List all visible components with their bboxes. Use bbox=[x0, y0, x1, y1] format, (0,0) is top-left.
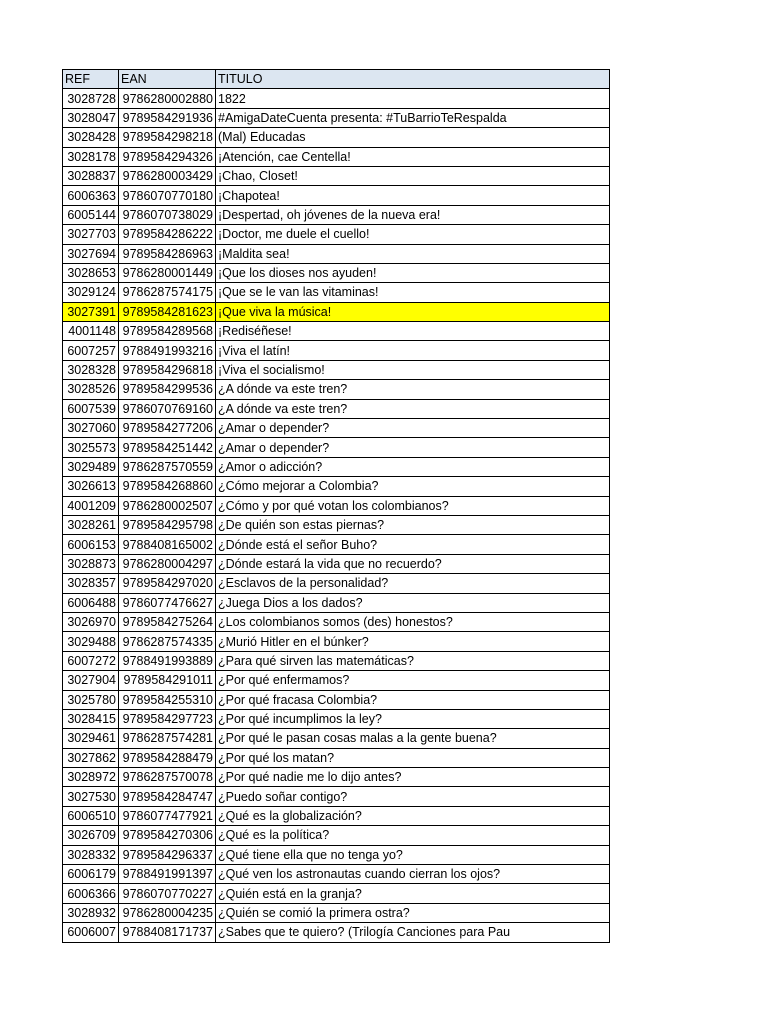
table-row bbox=[63, 554, 610, 573]
cell-ref[interactable]: 4001209 bbox=[63, 496, 119, 515]
cell-ean[interactable]: 9789584275264 bbox=[119, 612, 216, 631]
cell-titulo[interactable]: ¿A dónde va este tren? bbox=[216, 399, 610, 418]
header-row bbox=[63, 70, 610, 89]
cell-titulo[interactable]: ¿Por qué enfermamos? bbox=[216, 671, 610, 690]
cell-titulo[interactable]: ¡Atención, cae Centella! bbox=[216, 147, 610, 166]
table-row bbox=[63, 593, 610, 612]
table-body bbox=[63, 89, 610, 942]
cell-titulo[interactable]: ¿Puedo soñar contigo? bbox=[216, 787, 610, 806]
table-row bbox=[63, 806, 610, 825]
cell-ean[interactable]: 9789584299536 bbox=[119, 380, 216, 399]
cell-titulo[interactable]: ¡Que los dioses nos ayuden! bbox=[216, 263, 610, 282]
cell-ref[interactable]: 6007272 bbox=[63, 651, 119, 670]
table-row bbox=[63, 419, 610, 438]
cell-ean[interactable]: 9788491993889 bbox=[119, 651, 216, 670]
cell-titulo[interactable]: ¿Por qué incumplimos la ley? bbox=[216, 709, 610, 728]
cell-ref[interactable]: 3027703 bbox=[63, 225, 119, 244]
cell-ref[interactable]: 6006363 bbox=[63, 186, 119, 205]
table-row bbox=[63, 884, 610, 903]
cell-ean[interactable]: 9789584277206 bbox=[119, 419, 216, 438]
table-row bbox=[63, 89, 610, 108]
cell-ref[interactable]: 3029489 bbox=[63, 457, 119, 476]
cell-titulo[interactable]: ¡Maldita sea! bbox=[216, 244, 610, 263]
cell-ean[interactable]: 9789584286222 bbox=[119, 225, 216, 244]
cell-ref[interactable]: 6006488 bbox=[63, 593, 119, 612]
cell-ean[interactable]: 9789584295798 bbox=[119, 515, 216, 534]
cell-titulo[interactable]: 1822 bbox=[216, 89, 610, 108]
cell-titulo[interactable]: ¿A dónde va este tren? bbox=[216, 380, 610, 399]
table-row bbox=[63, 690, 610, 709]
cell-titulo[interactable]: ¿Amor o adicción? bbox=[216, 457, 610, 476]
cell-ref[interactable]: 3028178 bbox=[63, 147, 119, 166]
cell-titulo[interactable]: ¡Que se le van las vitaminas! bbox=[216, 283, 610, 302]
cell-titulo[interactable]: ¡Chapotea! bbox=[216, 186, 610, 205]
cell-ean[interactable]: 9789584251442 bbox=[119, 438, 216, 457]
cell-ean[interactable]: 9789584288479 bbox=[119, 748, 216, 767]
cell-ref[interactable]: 3026970 bbox=[63, 612, 119, 631]
cell-ean[interactable]: 9789584297723 bbox=[119, 709, 216, 728]
cell-titulo[interactable]: ¡Rediséñese! bbox=[216, 322, 610, 341]
cell-ean[interactable]: 9786070738029 bbox=[119, 205, 216, 224]
cell-titulo[interactable]: ¡Que viva la música! bbox=[216, 302, 610, 321]
cell-ref[interactable]: 3028932 bbox=[63, 903, 119, 922]
cell-ean[interactable]: 9789584291936 bbox=[119, 108, 216, 127]
cell-titulo[interactable]: (Mal) Educadas bbox=[216, 128, 610, 147]
cell-ref[interactable]: 3028261 bbox=[63, 515, 119, 534]
table-row bbox=[63, 283, 610, 302]
table-row bbox=[63, 845, 610, 864]
cell-titulo[interactable]: ¿Amar o depender? bbox=[216, 438, 610, 457]
table-row bbox=[63, 457, 610, 476]
cell-ref[interactable]: 3028972 bbox=[63, 768, 119, 787]
table-row bbox=[63, 632, 610, 651]
cell-ref[interactable]: 6006179 bbox=[63, 865, 119, 884]
cell-ref[interactable]: 3029461 bbox=[63, 729, 119, 748]
cell-ref[interactable]: 6007539 bbox=[63, 399, 119, 418]
cell-titulo[interactable]: ¿Dónde está el señor Buho? bbox=[216, 535, 610, 554]
table-row bbox=[63, 651, 610, 670]
table-row bbox=[63, 225, 610, 244]
cell-ean[interactable]: 9786287570078 bbox=[119, 768, 216, 787]
table-row bbox=[63, 244, 610, 263]
table-row bbox=[63, 322, 610, 341]
cell-ean[interactable]: 9786070769160 bbox=[119, 399, 216, 418]
table-row bbox=[63, 399, 610, 418]
table-row bbox=[63, 903, 610, 922]
header-titulo[interactable]: TITULO bbox=[216, 70, 610, 89]
spreadsheet-table bbox=[62, 69, 610, 943]
header-ean[interactable]: EAN bbox=[119, 70, 216, 89]
cell-ref[interactable]: 3026709 bbox=[63, 826, 119, 845]
cell-ref[interactable]: 6007257 bbox=[63, 341, 119, 360]
cell-ref[interactable]: 3028415 bbox=[63, 709, 119, 728]
table-row bbox=[63, 360, 610, 379]
cell-ean[interactable]: 9789584294326 bbox=[119, 147, 216, 166]
cell-ean[interactable]: 9789584268860 bbox=[119, 477, 216, 496]
cell-ean[interactable]: 9786287574281 bbox=[119, 729, 216, 748]
cell-ean[interactable]: 9786077477921 bbox=[119, 806, 216, 825]
cell-titulo[interactable]: ¿Amar o depender? bbox=[216, 419, 610, 438]
table-row bbox=[63, 380, 610, 399]
cell-ean[interactable]: 9786280003429 bbox=[119, 166, 216, 185]
cell-ref[interactable]: 3027862 bbox=[63, 748, 119, 767]
table-row bbox=[63, 748, 610, 767]
cell-ean[interactable]: 9789584286963 bbox=[119, 244, 216, 263]
cell-titulo[interactable]: ¿Quién se comió la primera ostra? bbox=[216, 903, 610, 922]
cell-ean[interactable]: 9789584297020 bbox=[119, 574, 216, 593]
table-row bbox=[63, 128, 610, 147]
cell-ref[interactable]: 3028526 bbox=[63, 380, 119, 399]
cell-ref[interactable]: 3025573 bbox=[63, 438, 119, 457]
cell-ref[interactable]: 3028728 bbox=[63, 89, 119, 108]
cell-ean[interactable]: 9786280002880 bbox=[119, 89, 216, 108]
table-row bbox=[63, 108, 610, 127]
cell-titulo[interactable]: ¡Viva el latín! bbox=[216, 341, 610, 360]
cell-ref[interactable]: 6006153 bbox=[63, 535, 119, 554]
cell-ref[interactable]: 3025780 bbox=[63, 690, 119, 709]
cell-ean[interactable]: 9786070770180 bbox=[119, 186, 216, 205]
table-row bbox=[63, 826, 610, 845]
cell-titulo[interactable]: ¿Qué es la globalización? bbox=[216, 806, 610, 825]
cell-ean[interactable]: 9786287570559 bbox=[119, 457, 216, 476]
cell-ref[interactable]: 3028047 bbox=[63, 108, 119, 127]
cell-titulo[interactable]: ¿Por qué fracasa Colombia? bbox=[216, 690, 610, 709]
cell-ref[interactable]: 3026613 bbox=[63, 477, 119, 496]
cell-ref[interactable]: 3028873 bbox=[63, 554, 119, 573]
table-row bbox=[63, 496, 610, 515]
cell-ref[interactable]: 6006366 bbox=[63, 884, 119, 903]
cell-titulo[interactable]: ¡Despertad, oh jóvenes de la nueva era! bbox=[216, 205, 610, 224]
cell-ref[interactable]: 3028837 bbox=[63, 166, 119, 185]
table-row bbox=[63, 768, 610, 787]
cell-ean[interactable]: 9786287574335 bbox=[119, 632, 216, 651]
cell-ref[interactable]: 3028332 bbox=[63, 845, 119, 864]
cell-titulo[interactable]: ¿De quién son estas piernas? bbox=[216, 515, 610, 534]
cell-ean[interactable]: 9789584296337 bbox=[119, 845, 216, 864]
cell-titulo[interactable]: ¿Quién está en la granja? bbox=[216, 884, 610, 903]
cell-ean[interactable]: 9789584296818 bbox=[119, 360, 216, 379]
table-row bbox=[63, 865, 610, 884]
cell-titulo[interactable]: ¿Por qué los matan? bbox=[216, 748, 610, 767]
cell-ref[interactable]: 3029488 bbox=[63, 632, 119, 651]
table-row bbox=[63, 186, 610, 205]
table-row bbox=[63, 574, 610, 593]
cell-ean[interactable]: 9789584298218 bbox=[119, 128, 216, 147]
cell-titulo[interactable]: #AmigaDateCuenta presenta: #TuBarrioTeRespalda bbox=[216, 108, 610, 127]
cell-titulo[interactable]: ¿Juega Dios a los dados? bbox=[216, 593, 610, 612]
cell-ean[interactable]: 9789584291011 bbox=[119, 671, 216, 690]
cell-ref[interactable]: 3027530 bbox=[63, 787, 119, 806]
table-row bbox=[63, 166, 610, 185]
cell-titulo[interactable]: ¡Viva el socialismo! bbox=[216, 360, 610, 379]
cell-ref[interactable]: 3027904 bbox=[63, 671, 119, 690]
cell-ref[interactable]: 3027060 bbox=[63, 419, 119, 438]
cell-ref[interactable]: 6005144 bbox=[63, 205, 119, 224]
table-row bbox=[63, 671, 610, 690]
table-row bbox=[63, 787, 610, 806]
table-row bbox=[63, 147, 610, 166]
cell-titulo[interactable]: ¿Los colombianos somos (des) honestos? bbox=[216, 612, 610, 631]
cell-titulo[interactable]: ¿Esclavos de la personalidad? bbox=[216, 574, 610, 593]
cell-ean[interactable]: 9786070770227 bbox=[119, 884, 216, 903]
cell-ean[interactable]: 9788408165002 bbox=[119, 535, 216, 554]
cell-ean[interactable]: 9789584270306 bbox=[119, 826, 216, 845]
cell-ean[interactable]: 9789584284747 bbox=[119, 787, 216, 806]
cell-titulo[interactable]: ¿Qué es la política? bbox=[216, 826, 610, 845]
table-row bbox=[63, 729, 610, 748]
cell-titulo[interactable]: ¿Cómo y por qué votan los colombianos? bbox=[216, 496, 610, 515]
table-row-highlighted bbox=[63, 302, 610, 321]
cell-ean[interactable]: 9788491991397 bbox=[119, 865, 216, 884]
cell-ean[interactable]: 9786280004297 bbox=[119, 554, 216, 573]
cell-titulo[interactable]: ¿Para qué sirven las matemáticas? bbox=[216, 651, 610, 670]
cell-ref[interactable]: 4001148 bbox=[63, 322, 119, 341]
cell-ref[interactable]: 3028428 bbox=[63, 128, 119, 147]
header-ref[interactable]: REF bbox=[63, 70, 119, 89]
cell-ean[interactable]: 9789584281623 bbox=[119, 302, 216, 321]
table-row bbox=[63, 709, 610, 728]
table-row bbox=[63, 205, 610, 224]
cell-titulo[interactable]: ¿Qué tiene ella que no tenga yo? bbox=[216, 845, 610, 864]
cell-ref[interactable]: 3028328 bbox=[63, 360, 119, 379]
table-row bbox=[63, 535, 610, 554]
cell-ean[interactable]: 9786280002507 bbox=[119, 496, 216, 515]
cell-titulo[interactable]: ¿Sabes que te quiero? (Trilogía Canciones para Pau bbox=[216, 923, 610, 942]
cell-titulo[interactable]: ¿Cómo mejorar a Colombia? bbox=[216, 477, 610, 496]
cell-ref[interactable]: 3028653 bbox=[63, 263, 119, 282]
cell-ean[interactable]: 9786077476627 bbox=[119, 593, 216, 612]
cell-ean[interactable]: 9789584255310 bbox=[119, 690, 216, 709]
cell-titulo[interactable]: ¿Dónde estará la vida que no recuerdo? bbox=[216, 554, 610, 573]
cell-ref[interactable]: 3028357 bbox=[63, 574, 119, 593]
table-row bbox=[63, 263, 610, 282]
cell-ean[interactable]: 9788408171737 bbox=[119, 923, 216, 942]
cell-ref[interactable]: 6006007 bbox=[63, 923, 119, 942]
cell-titulo[interactable]: ¡Chao, Closet! bbox=[216, 166, 610, 185]
cell-ref[interactable]: 3027391 bbox=[63, 302, 119, 321]
cell-ean[interactable]: 9789584289568 bbox=[119, 322, 216, 341]
cell-ref[interactable]: 3027694 bbox=[63, 244, 119, 263]
cell-ean[interactable]: 9786287574175 bbox=[119, 283, 216, 302]
cell-ref[interactable]: 6006510 bbox=[63, 806, 119, 825]
cell-titulo[interactable]: ¿Qué ven los astronautas cuando cierran los ojos? bbox=[216, 865, 610, 884]
table-row bbox=[63, 477, 610, 496]
table-row bbox=[63, 438, 610, 457]
table-row bbox=[63, 515, 610, 534]
cell-ean[interactable]: 9788491993216 bbox=[119, 341, 216, 360]
table-row bbox=[63, 341, 610, 360]
cell-ean[interactable]: 9786280004235 bbox=[119, 903, 216, 922]
cell-titulo[interactable]: ¿Por qué nadie me lo dijo antes? bbox=[216, 768, 610, 787]
cell-titulo[interactable]: ¡Doctor, me duele el cuello! bbox=[216, 225, 610, 244]
cell-titulo[interactable]: ¿Murió Hitler en el búnker? bbox=[216, 632, 610, 651]
cell-titulo[interactable]: ¿Por qué le pasan cosas malas a la gente buena? bbox=[216, 729, 610, 748]
table-row bbox=[63, 612, 610, 631]
cell-ean[interactable]: 9786280001449 bbox=[119, 263, 216, 282]
cell-ref[interactable]: 3029124 bbox=[63, 283, 119, 302]
table-row bbox=[63, 923, 610, 942]
